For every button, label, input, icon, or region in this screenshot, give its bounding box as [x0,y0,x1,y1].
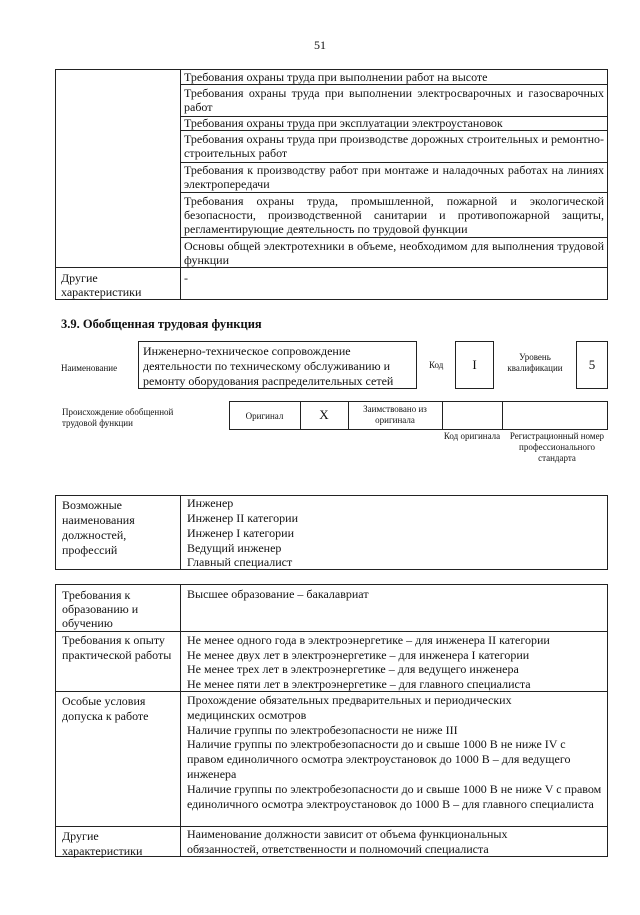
original-mark: X [319,407,329,422]
gtf-name-value: Инженерно-техническое сопровождение деятельности по техническому обслуживанию и ремонту оборудования распределительных сетей [143,344,394,388]
section-title: 3.9. Обобщенная трудовая функция [61,317,262,331]
original-label: Оригинал [245,411,284,421]
list-item: Наличие группы по электробезопасности до и свыше 1000 В не ниже IV с правом единоличного осмотра электроустановок до 1000 В – для ведущего инженера [187,737,571,781]
code-value: I [472,357,477,372]
list-item: Прохождение обязательных предварительных и периодических медицинских осмотров [187,693,512,722]
list-item: Не менее одного года в электроэнергетике – для инженера II категории [187,633,550,647]
list-item: Наличие группы по электробезопасности до и свыше 1000 В не ниже V с правом единоличного осмотра электроустановок до 1000 В – для главного специалиста [187,782,602,811]
positions-label: Возможные наименования должностей, профессий [62,498,135,557]
other-characteristics-value: - [184,271,188,285]
borrowed-label: Заимствовано из оригинала [363,404,427,425]
list-item: Не менее трех лет в электроэнергетике – для ведущего инженера [187,662,519,676]
code-original-label: Код оригинала [443,431,501,441]
admission-label: Особые условия допуска к работе [62,694,149,723]
code-label: Код [429,360,444,370]
table-row: Основы общей электротехники в объеме, необходимом для выполнения трудовой функции [184,239,604,267]
list-item: Инженер [187,496,234,510]
level-value: 5 [588,357,596,372]
other-characteristics-label: Другие характеристики [61,271,142,299]
table-row: Требования охраны труда при выполнении работ на высоте [184,70,488,84]
list-item: Инженер II категории [187,511,298,525]
list-item: Главный специалист [187,555,293,569]
table-row: Требования охраны труда при эксплуатации электроустановок [184,116,503,130]
list-item: Ведущий инженер [187,541,282,555]
list-item: Наличие группы по электробезопасности не ниже III [187,723,458,737]
table-row: Требования охраны труда, промышленной, пожарной и экологической безопасности, производственной санитарии и противопожарной защиты, регламентирующие деятельность по трудовой функции [184,194,604,236]
experience-label: Требования к опыту практической работы [62,633,172,662]
education-value: Высшее образование – бакалавриат [187,587,369,601]
table-row: Требования к производству работ при монтаже и наладочных работах на линиях электропередачи [184,163,604,191]
page-number: 51 [314,38,326,52]
level-label: Уровень квалификации [507,352,563,373]
list-item: Инженер I категории [187,526,294,540]
list-item: Не менее пяти лет в электроэнергетике – для главного специалиста [187,677,531,691]
other-characteristics-label: Другие характеристики [62,829,143,858]
reg-number-label: Регистрационный номер профессионального стандарта [509,431,605,463]
list-item: Не менее двух лет в электроэнергетике – для инженера I категории [187,648,530,662]
name-label: Наименование [61,363,118,373]
table-row: Требования охраны труда при производстве дорожных строительных и ремонтно-строительных работ [184,132,604,160]
origin-label: Происхождение обобщенной трудовой функции [62,407,174,428]
other-characteristics-value: Наименование должности зависит от объема функциональных обязанностей, ответственности и полномочий специалиста [187,827,508,856]
education-label: Требования к образованию и обучению [62,588,139,630]
table-row: Требования охраны труда при выполнении электросварочных и газосварочных работ [184,86,604,114]
